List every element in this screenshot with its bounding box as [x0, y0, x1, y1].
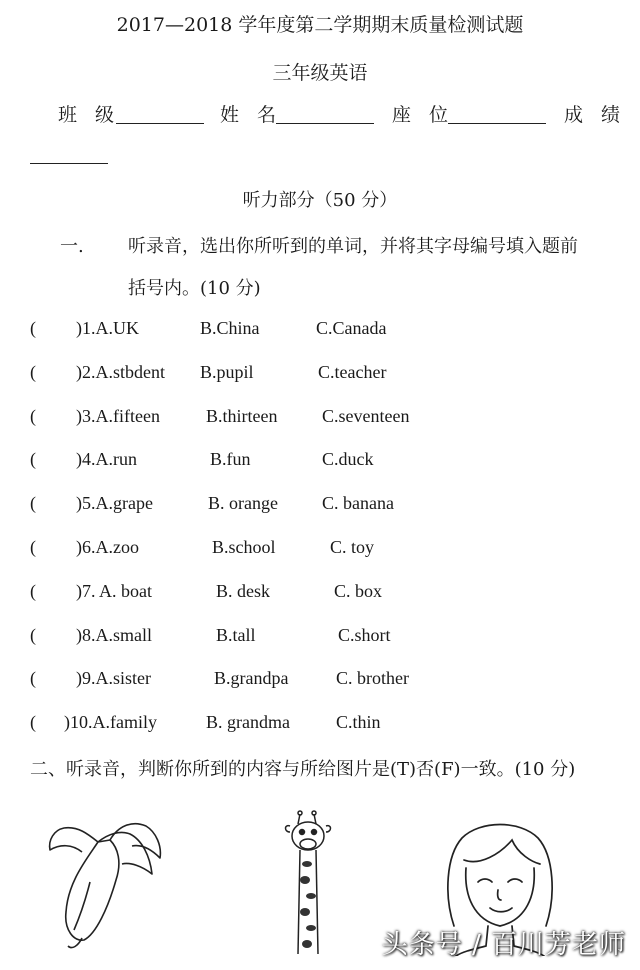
part2-instruction: 二、听录音，判断你所到的内容与所给图片是(T)否(F)一致。(10 分) — [30, 759, 576, 780]
class-label: 班 级 — [58, 104, 121, 126]
option-c: C. brother — [336, 668, 409, 689]
option-a: )10.A.family — [64, 712, 157, 733]
option-b: B.China — [200, 318, 260, 338]
option-a: )8.A.small — [76, 624, 152, 645]
option-c: C. banana — [322, 493, 394, 514]
name-blank[interactable] — [276, 123, 374, 124]
answer-bracket[interactable]: ( — [30, 624, 36, 645]
option-b: B.fun — [210, 449, 251, 470]
score-blank[interactable] — [30, 163, 108, 164]
option-c: C.seventeen — [322, 405, 410, 426]
seat-label: 座 位 — [392, 104, 455, 126]
answer-bracket[interactable]: ( — [30, 668, 36, 689]
option-b: B.school — [212, 537, 276, 557]
answer-bracket[interactable]: ( — [30, 580, 36, 601]
part1-instruction-line1: 听录音，选出你所听到的单词，并将其字母编号填入题前 — [128, 236, 578, 257]
option-b: B. orange — [208, 493, 278, 514]
option-b: B.tall — [216, 624, 256, 645]
watermark: 头条号 / 百川芳老师 — [381, 930, 626, 960]
option-c: C. toy — [330, 537, 375, 557]
part1-instruction-line2: 括号内。(10 分) — [128, 278, 261, 299]
option-a: )3.A.fifteen — [76, 405, 160, 426]
answer-bracket[interactable]: ( — [30, 712, 36, 733]
exam-title: 2017—2018 学年度第二学期期末质量检测试题 — [116, 14, 524, 36]
option-b: B. grandma — [206, 712, 290, 733]
option-a: )2.A.stbdent — [76, 361, 165, 382]
option-a: )7. A. boat — [76, 580, 152, 601]
option-b: B.pupil — [200, 361, 254, 382]
option-c: C.duck — [322, 449, 374, 470]
banana-icon — [38, 812, 168, 952]
exam-subtitle: 三年级英语 — [272, 62, 368, 84]
option-b: B.grandpa — [214, 668, 289, 689]
seat-blank[interactable] — [448, 123, 546, 124]
option-b: B. desk — [216, 580, 270, 601]
option-c: C.Canada — [316, 318, 387, 338]
option-a: )1.A.UK — [76, 318, 139, 338]
giraffe-icon — [280, 808, 336, 958]
option-a: )4.A.run — [76, 449, 137, 470]
option-c: C.thin — [336, 712, 381, 733]
option-a: )9.A.sister — [76, 668, 151, 689]
option-c: C. box — [334, 580, 383, 601]
option-b: B.thirteen — [206, 405, 278, 426]
part1-number: 一. — [60, 236, 84, 257]
option-a: )6.A.zoo — [76, 537, 139, 557]
answer-bracket[interactable]: ( — [30, 361, 36, 382]
option-a: )5.A.grape — [76, 493, 153, 514]
answer-bracket[interactable]: ( — [30, 537, 36, 557]
answer-bracket[interactable]: ( — [30, 318, 36, 338]
answer-bracket[interactable]: ( — [30, 493, 36, 514]
answer-bracket[interactable]: ( — [30, 449, 36, 470]
answer-bracket[interactable]: ( — [30, 405, 36, 426]
listening-heading: 听力部分（50 分） — [242, 190, 398, 211]
option-c: C.teacher — [318, 361, 387, 382]
option-c: C.short — [338, 624, 391, 645]
score-label: 成 绩 — [564, 104, 627, 126]
class-blank[interactable] — [116, 123, 204, 124]
name-label: 姓 名 — [220, 104, 283, 126]
